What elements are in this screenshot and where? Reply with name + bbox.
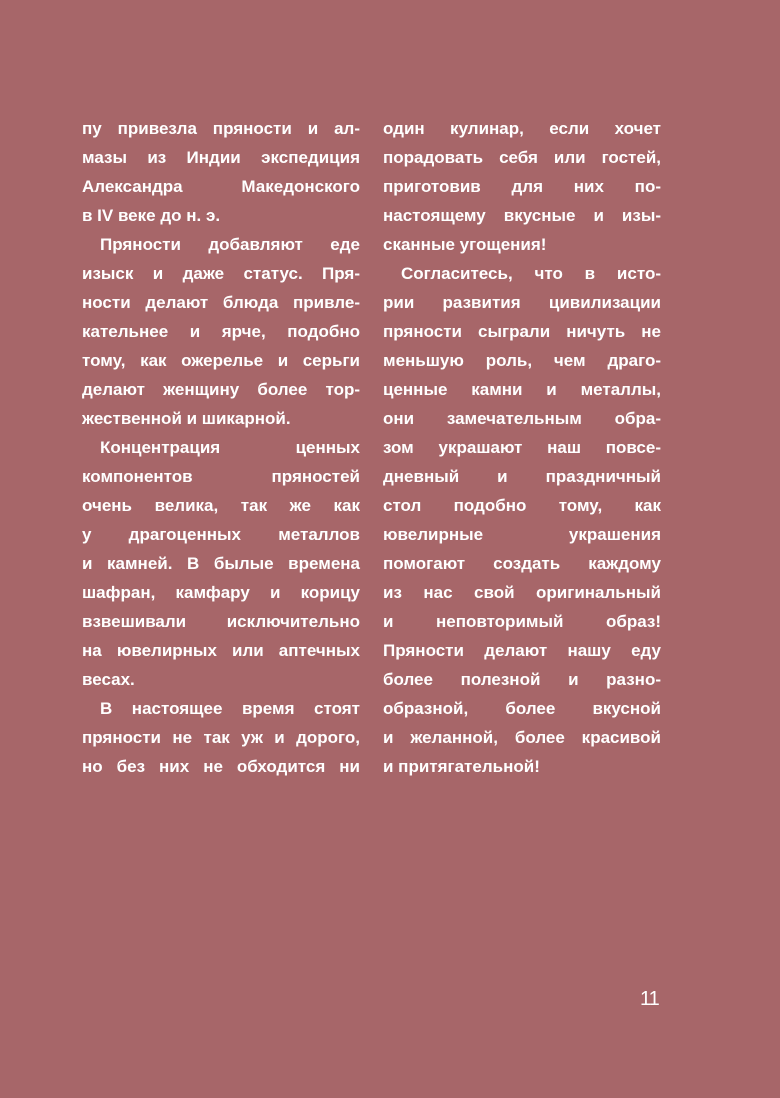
text-line: из нас свой оригинальный (383, 583, 661, 602)
text-line: делают женщину более тор- (82, 380, 360, 399)
right-text-column (383, 114, 661, 781)
text-line: В настоящее время стоят (100, 699, 360, 718)
text-line: зом украшают наш повсе- (383, 438, 661, 457)
text-line: компонентов пряностей (82, 467, 360, 486)
text-line: пу привезла пряности и ал- (82, 119, 360, 138)
text-line: кательнее и ярче, подобно (82, 322, 360, 341)
text-line: взвешивали исключительно (82, 612, 360, 631)
text-line: и камней. В былые времена (82, 554, 360, 573)
text-line: очень велика, так же как (82, 496, 360, 515)
text-line: ности делают блюда привле- (82, 293, 360, 312)
text-line: у драгоценных металлов (82, 525, 360, 544)
text-line: образной, более вкусной (383, 699, 661, 718)
text-line: дневный и праздничный (383, 467, 661, 486)
text-line: стол подобно тому, как (383, 496, 661, 515)
text-line: в IV веке до н. э. (82, 206, 221, 225)
text-line: и притягательной! (383, 757, 540, 776)
text-line: шафран, камфару и корицу (82, 583, 360, 602)
text-line: сканные угощения! (383, 235, 547, 254)
text-line: Пряности добавляют еде (100, 235, 360, 254)
text-line: жественной и шикарной. (82, 409, 291, 428)
text-line: ценные камни и металлы, (383, 380, 661, 399)
text-line: на ювелирных или аптечных (82, 641, 360, 660)
text-line: изыск и даже статус. Пря- (82, 264, 360, 283)
text-line: приготовив для них по- (383, 177, 661, 196)
text-line: ювелирные украшения (383, 525, 661, 544)
text-line: Александра Македонского (82, 177, 360, 196)
text-line: тому, как ожерелье и серьги (82, 351, 360, 370)
text-line: пряности не так уж и дорого, (82, 728, 360, 747)
text-line: настоящему вкусные и изы- (383, 206, 661, 225)
text-line: весах. (82, 670, 135, 689)
page-number: 11 (640, 988, 659, 1010)
text-line: но без них не обходится ни (82, 757, 360, 776)
text-line: и желанной, более красивой (383, 728, 661, 747)
text-line: мазы из Индии экспедиция (82, 148, 360, 167)
text-line: более полезной и разно- (383, 670, 661, 689)
text-line: и неповторимый образ! (383, 612, 661, 631)
text-line: Согласитесь, что в исто- (401, 264, 661, 283)
text-line: порадовать себя или гостей, (383, 148, 661, 167)
text-line: один кулинар, если хочет (383, 119, 661, 138)
text-line: Концентрация ценных (100, 438, 360, 457)
text-line: меньшую роль, чем драго- (383, 351, 661, 370)
text-line: они замечательным обра- (383, 409, 661, 428)
text-line: помогают создать каждому (383, 554, 661, 573)
text-line: рии развития цивилизации (383, 293, 661, 312)
text-line: пряности сыграли ничуть не (383, 322, 661, 341)
left-text-column (82, 114, 360, 781)
text-line: Пряности делают нашу еду (383, 641, 661, 660)
